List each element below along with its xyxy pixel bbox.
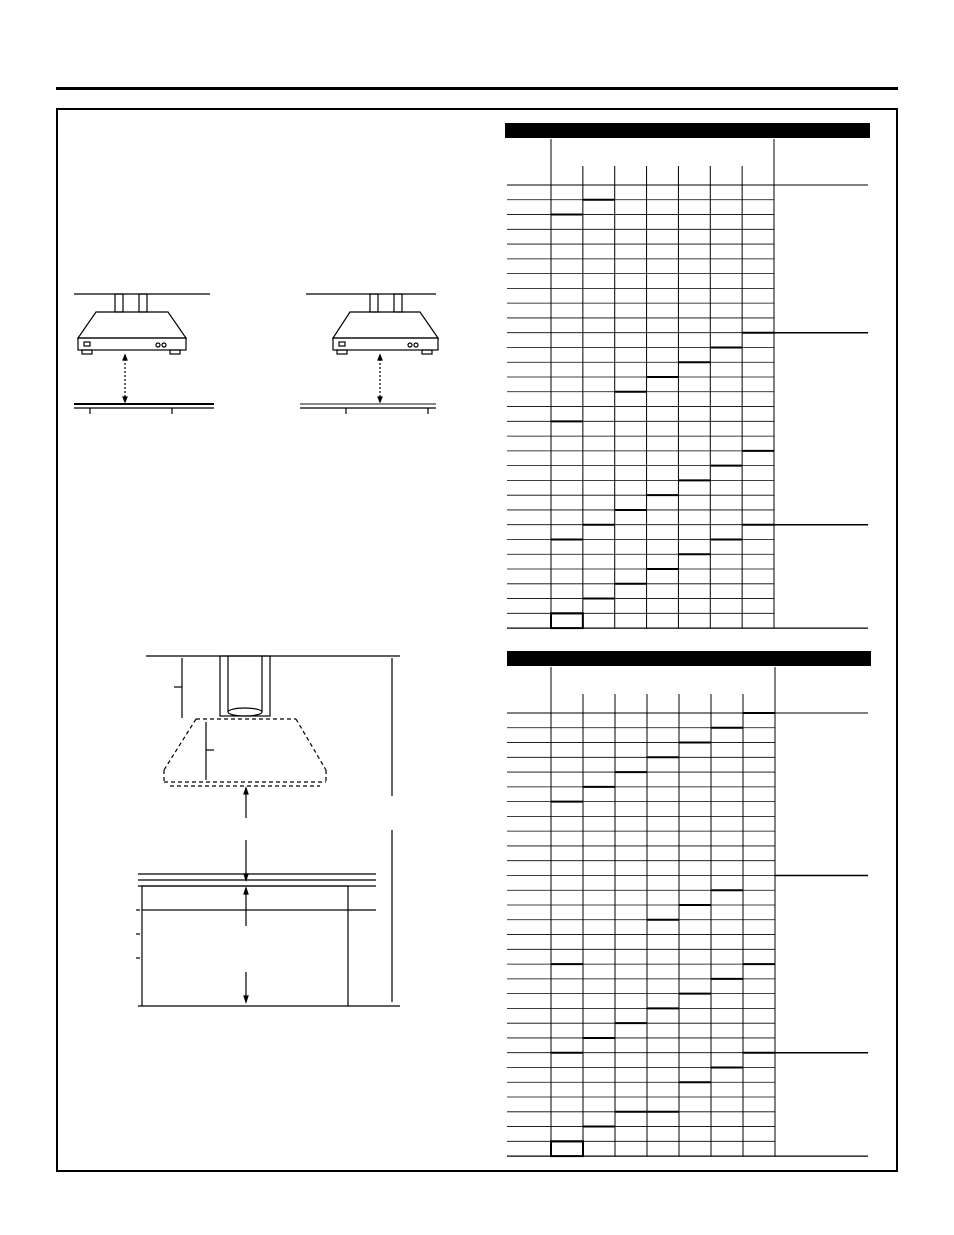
stair-step-box bbox=[551, 1141, 583, 1156]
